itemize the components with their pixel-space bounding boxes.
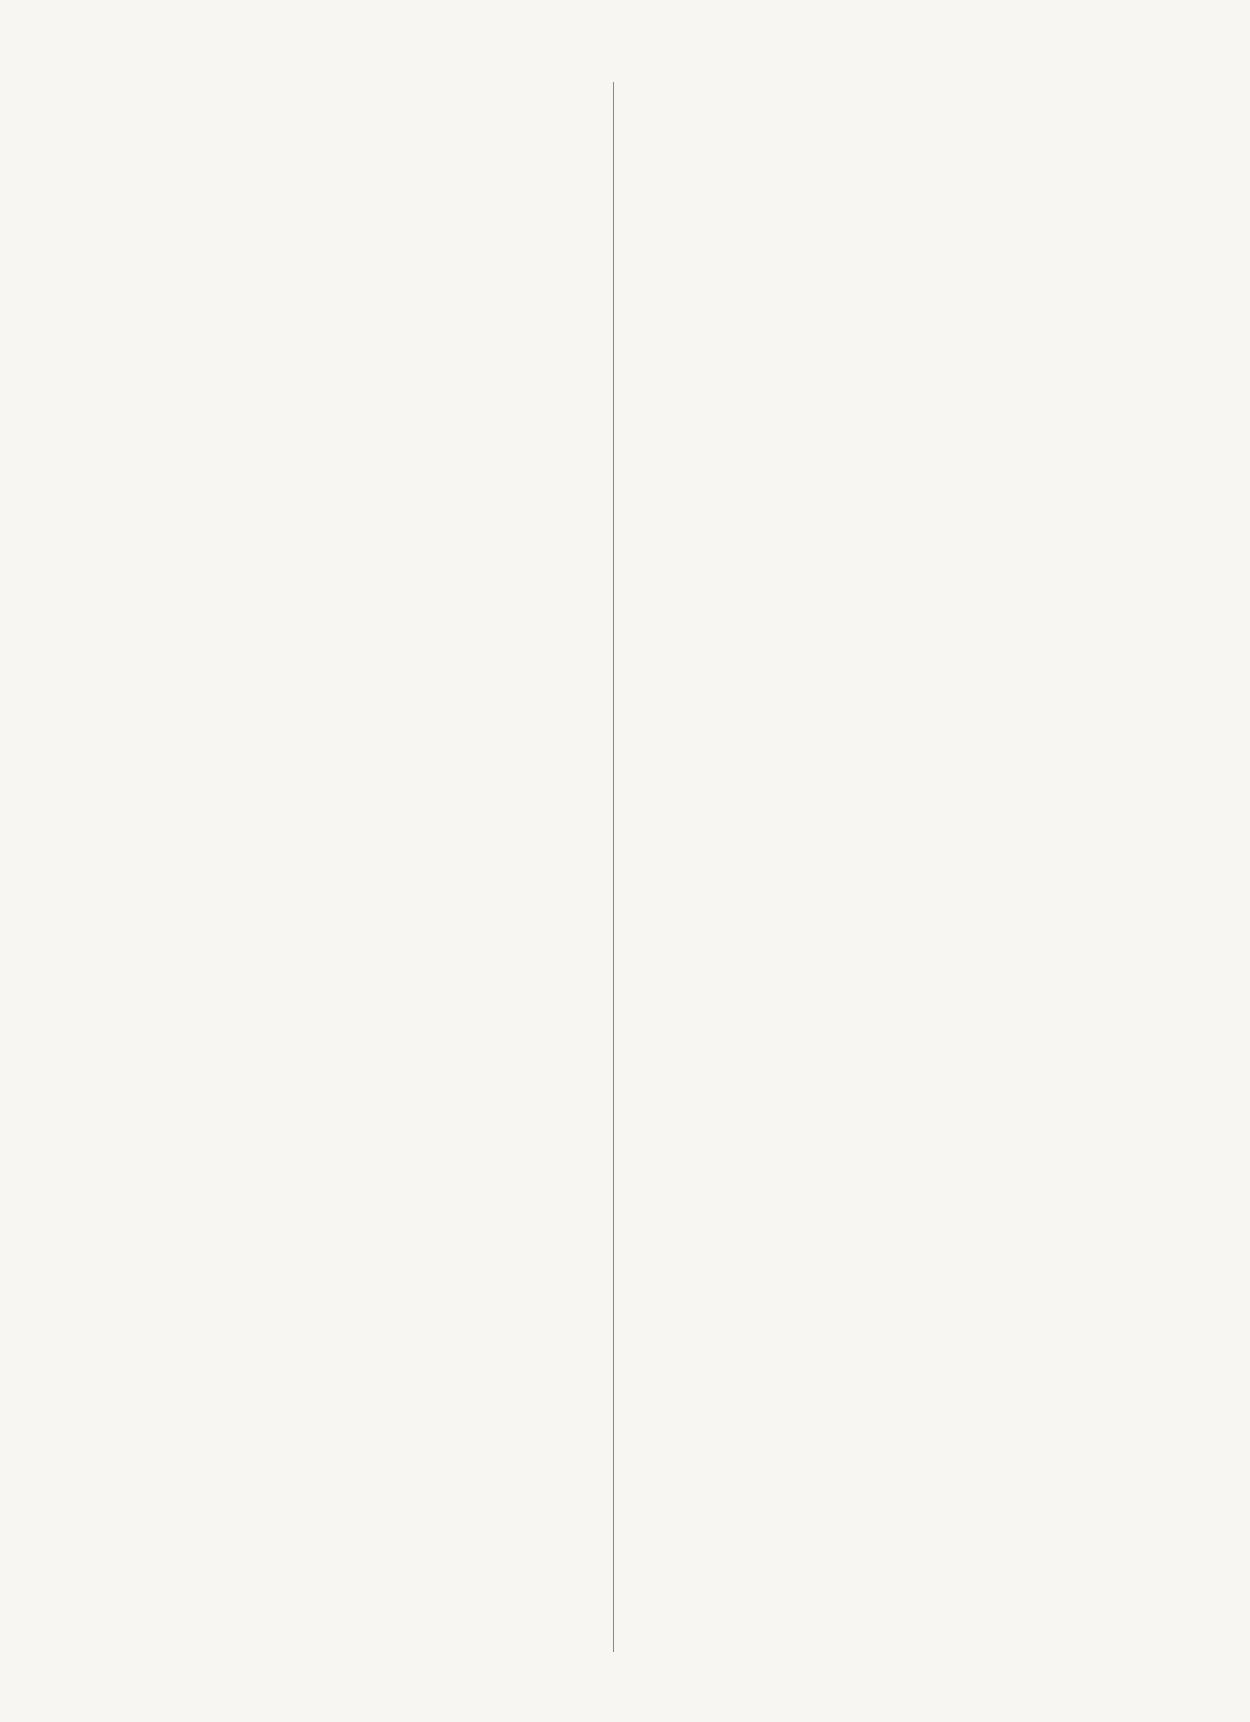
column-divider [613,82,614,1652]
